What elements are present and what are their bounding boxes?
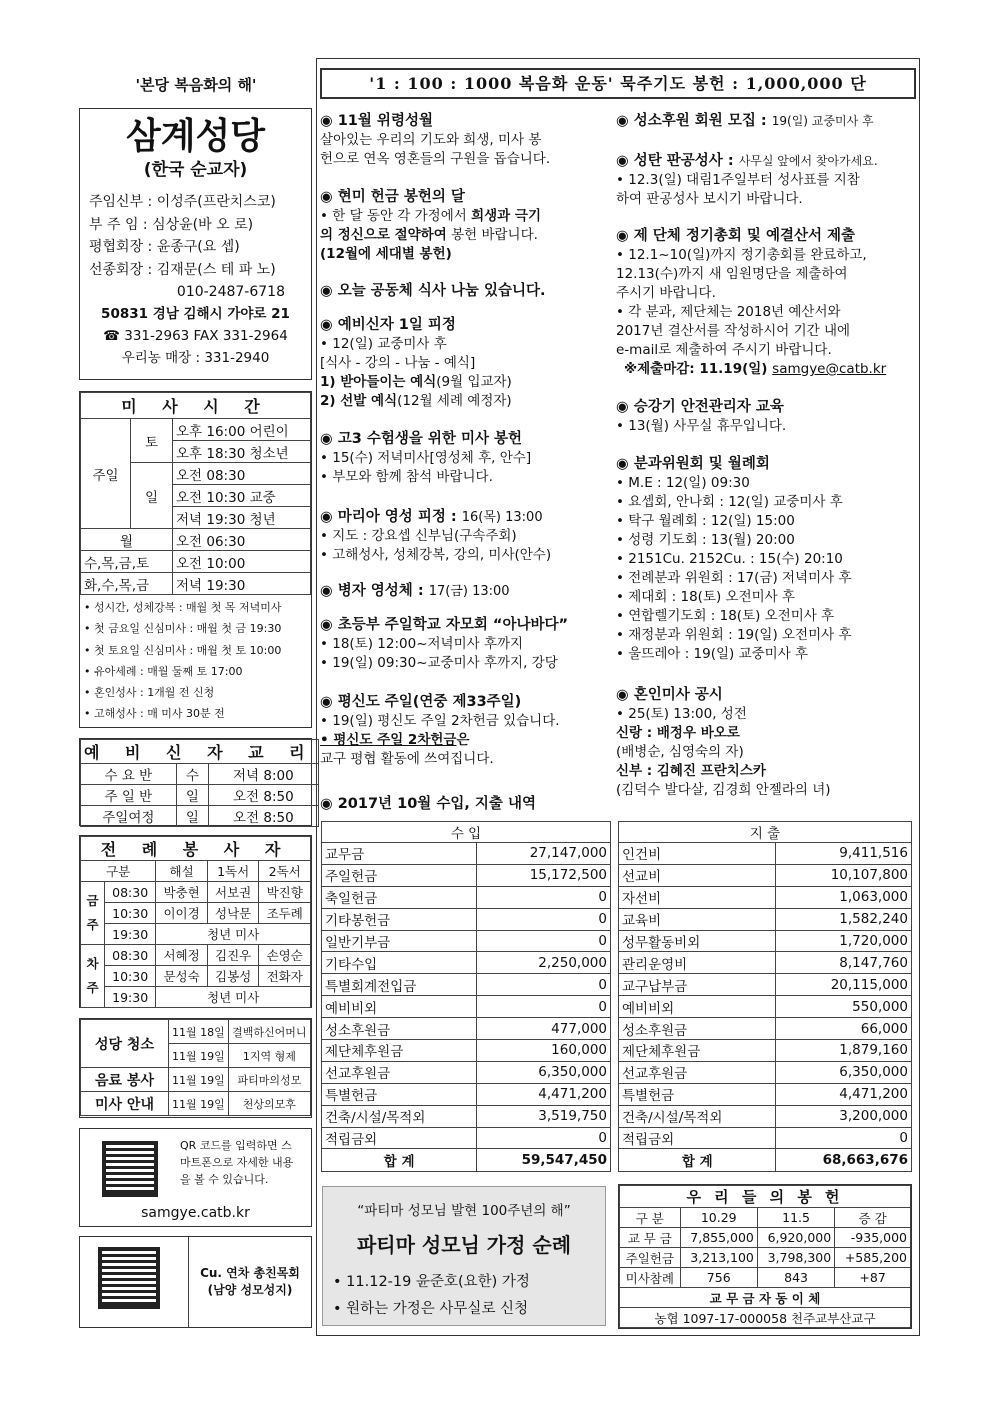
church-name: 삼계성당: [125, 116, 266, 157]
income-title: 수 입: [322, 822, 611, 843]
mon-label: 월: [81, 529, 173, 551]
finance-row: 제단체후원금 160,000: [322, 1040, 611, 1062]
motto: '본당 복음화의 해': [135, 76, 257, 94]
store-phone: 우리농 매장 : 331-2940: [121, 350, 270, 366]
finance-row: 제단체후원금 1,879,160: [619, 1040, 912, 1062]
qr-code-icon[interactable]: [98, 1247, 160, 1309]
wed-label: 수,목,금,토: [81, 551, 173, 573]
finance-row: 예비비외 0: [322, 996, 611, 1018]
fatima-sub: “파티마 성모님 발현 100주년의 해”: [357, 1203, 571, 1219]
notice-christmas-confession: ◉ 성탄 판공성사 : 사무실 앞에서 찾아가세요. • 12.3(일) 대림1주일부터 성사표를 지참 하여 판공성사 보시기 바랍니다.: [616, 153, 878, 207]
finance-row: 일반기부금 0: [322, 930, 611, 952]
qr2-text: Cu. 연차 총친목회 (남양 성모성지): [200, 1266, 300, 1297]
expense-title: 지 출: [619, 822, 912, 843]
phone-mobile: 010-2487-6718: [176, 284, 285, 300]
expense-total: 68,663,676: [776, 1149, 912, 1172]
notices-col1: [320, 108, 612, 818]
notice-general-meeting: ◉ 제 단체 정기총회 및 예결산서 제출 • 12.1~10(일)까지 정기총회를 완료하고, 12.13(수)까지 새 임원명단을 제출하여 주시기 바랍니다. • 각 분과, 제단체는 2018년 예산서와 2017년 결산서를 작성하시어 기간 내에 e-mail로 제출하여 주시기 바랍니다. ※제출마감: 11.19(일) samgye@catb.kr: [616, 228, 887, 377]
finance-row: 선교비 10,107,800: [619, 864, 912, 886]
fatima-box: [322, 1186, 606, 1326]
finance-row: 건축/시설/목적외 3,200,000: [619, 1105, 912, 1127]
clean-label: 성당 청소: [81, 1020, 169, 1068]
finance-row: 특별헌금 4,471,200: [322, 1083, 611, 1105]
mass-time-box: [79, 391, 312, 728]
mass-weekday-am: 오전 10:00: [173, 551, 311, 573]
sun-label: 일: [131, 463, 173, 529]
fatima-title: 파티마 성모님 가정 순례: [356, 1233, 572, 1257]
notice-vocation: ◉ 성소후원 회원 모집 : 19(일) 교중미사 후: [616, 113, 874, 129]
mass-note: • 고해성사 : 매 미사 30분 전: [84, 707, 225, 721]
finance-row: 축일헌금 0: [322, 886, 611, 908]
this-week-label: 금주: [81, 882, 105, 945]
notice-meal: ◉ 오늘 공동체 식사 나눔 있습니다.: [320, 283, 546, 299]
website[interactable]: samgye.catb.kr: [141, 1205, 250, 1221]
altar-title: 전 례 봉 사 자: [81, 837, 311, 861]
income-total: 59,547,450: [477, 1149, 611, 1172]
notice-sick-communion: ◉ 병자 영성체 : 17(금) 13:00: [320, 583, 510, 599]
duty-box: 성당 청소 11월 18일 결백하신어머니 11월 19일 1지역 형제 음료 봉사 11월 19일 파티마의성모 미사 안내 11월 19일 천상의모후: [79, 1018, 312, 1118]
mass-sat1: 오후 16:00 어린이: [173, 419, 311, 441]
finance-row: 관리운영비 8,147,760: [619, 952, 912, 974]
notice-committees: ◉ 분과위원회 및 월례회 • M.E : 12(일) 09:30 • 요셉회, 안나회 : 12(일) 교중미사 후 • 탁구 월례회 : 12(일) 15:00 • 성령 기도회 : 13(월) 20:00 • 2151Cu. 2152Cu. : 15(수) 20:10 • 전례분과 위원회 : 17(금) 저녁미사 후 • 제대회 : 18(토) 오전미사 후 • 연합렐기도회 : 18(토) 오전미사 후 • 재정분과 위원회 : 19(일) 오전미사 후 • 울뜨레아 : 19(일) 교중미사 후: [616, 456, 852, 662]
notice-anabada: ◉ 초등부 주일학교 자모회 “아나바다” • 18(토) 12:00~저녁미사 후까지 • 19(일) 09:30~교중미사 후까지, 강당: [320, 617, 569, 671]
mass-sat2: 오후 18:30 청소년: [173, 441, 311, 463]
mass-sun1: 오전 08:30: [173, 463, 311, 485]
next-week-label: 차주: [81, 945, 105, 1008]
finance-row: 주일헌금 15,172,500: [322, 864, 611, 886]
fatima-line: • 11.12-19 윤준호(요한) 가정: [333, 1274, 530, 1290]
finance-row: 건축/시설/목적외 3,519,750: [322, 1105, 611, 1127]
sat-label: 토: [131, 419, 173, 463]
notice-rice-offering: ◉ 현미 헌금 봉헌의 달 • 한 달 동안 각 가정에서 희생과 극기 의 정신으로 절약하여 봉헌 바랍니다. (12월에 세대별 봉헌): [320, 189, 541, 262]
expense-table: 지 출 인건비 9,411,516 선교비 10,107,800 자선비 1,063,000 교육비 1,582,240 성무활동비외 1,720,000 관리운영비 8,147,760 교구납부금 20,115,000 예비비외 550,000 성소후원금 66,000 제단체후원금 1,879,160 선교후원금 6,350,000 특별헌금 4,471,200 건축/시설/목적외 3,200,000 적립금외 0 합 계 68,663,676: [618, 821, 912, 1172]
altar-servers-box: 전 례 봉 사 자 구분 해설 1독서 2독서 금주 08:30 박충현 서보권 박진향 10:30 이이경 성낙문 조두례 19:30 청년 미사 차주 08:30 서혜정 김진우 손영순 10:30 문성숙 김봉성 전화자 19:30 청년 미사: [79, 835, 312, 1008]
staff-row: 부 주 임 : 심상윤(바 오 로): [89, 216, 254, 233]
finance-row: 성무활동비외 1,720,000: [619, 930, 912, 952]
finance-row: 예비비외 550,000: [619, 996, 912, 1018]
staff-row: 평협회장 : 윤종구(요 셉): [89, 239, 240, 255]
qr-website-box: [79, 1128, 312, 1227]
finance-row: 교구납부금 20,115,000: [619, 974, 912, 996]
finance-row: 선교후원금 6,350,000: [619, 1061, 912, 1083]
mass-mon: 오전 06:30: [173, 529, 311, 551]
qr-code-icon[interactable]: [102, 1141, 158, 1197]
finance-row: 기타수입 2,250,000: [322, 952, 611, 974]
mass-weekday-pm: 저녁 19:30: [173, 573, 311, 595]
notice-laity-sunday: ◉ 평신도 주일(연중 제33주일) • 19(일) 평신도 주일 2차헌금 있습니다. • 평신도 주일 2차헌금은 교구 평협 활동에 쓰여집니다.: [320, 694, 560, 767]
patron: (한국 순교자): [143, 160, 248, 180]
notice-catechumen-retreat: ◉ 예비신자 1일 피정 • 12(일) 교중미사 후 [식사 - 강의 - 나눔 - 예식] 1) 받아들이는 예식(9월 입교자) 2) 선발 예식(12월 세례 예정자): [320, 317, 512, 409]
mass-note: • 유아세례 : 매월 둘째 토 17:00: [84, 664, 243, 678]
notices-col2: [616, 108, 916, 808]
notice-exam-mass: ◉ 고3 수험생을 위한 미사 봉헌 • 15(수) 저녁미사[영성체 후, 안수] • 부모와 함께 참석 바랍니다.: [320, 431, 532, 485]
catechumen-box: 예 비 신 자 교 리 수 요 반 수 저녁 8:00 주 일 반 일 오전 8:50 주일여정 일 오전 8:50: [79, 738, 312, 826]
notice-finance: ◉ 2017년 10월 수입, 지출 내역: [320, 796, 536, 812]
mass-note: • 첫 토요일 신심미사 : 매월 첫 토 10:00: [84, 643, 282, 657]
address: 50831 경남 김해시 가야로 21: [101, 306, 290, 322]
offering-box: 우 리 들 의 봉 헌 구 분 10.29 11.5 증 감 교 무 금 7,855,000 6,920,000 -935,000 주일헌금 3,213,100 3,798,300 +585,200 미사참례 756 843 +87 교 무 금 자 동 이 체 농협 1097-17-000058 천주교부산교구: [618, 1184, 912, 1329]
finance-row: 기타봉헌금 0: [322, 908, 611, 930]
mass-sun3: 저녁 19:30 청년: [173, 507, 311, 529]
mass-time-title: 미 사 시 간: [81, 393, 311, 419]
notice-november: ◉ 11월 위령성월 살아있는 우리의 기도와 희생, 미사 봉 헌으로 연옥 영혼들의 구원을 돕습니다.: [320, 113, 551, 167]
notice-wedding: ◉ 혼인미사 공시 • 25(토) 13:00, 성전 신랑 : 배정우 바오로 (배병순, 심영숙의 자) 신부 : 김혜진 프란치스카 (김덕수 발다살, 김경희 안젤라의 녀): [616, 687, 831, 798]
qr-shrine-box: [79, 1236, 312, 1328]
auto-transfer: 교 무 금 자 동 이 체: [620, 1288, 911, 1308]
drink-label: 음료 봉사: [81, 1068, 169, 1092]
mass-note: • 성시간, 성체강복 : 매월 첫 목 저녁미사: [84, 601, 282, 614]
finance-row: 교무금 27,147,000: [322, 843, 611, 865]
mass-note: • 첫 금요일 신심미사 : 매월 첫 금 19:30: [84, 622, 282, 636]
finance-row: 성소후원금 477,000: [322, 1018, 611, 1040]
mass-notes: [80, 595, 311, 725]
bank-account: 농협 1097-17-000058 천주교부산교구: [620, 1308, 911, 1328]
staff-row: 주임신부 : 이성주(프란치스코): [89, 194, 276, 210]
offering-title: 우 리 들 의 봉 헌: [620, 1186, 911, 1208]
tel-fax: ☎ 331-2963 FAX 331-2964: [103, 328, 288, 344]
finance-row: 선교후원금 6,350,000: [322, 1061, 611, 1083]
mass-sun2: 오전 10:30 교중: [173, 485, 311, 507]
notice-mary-retreat: ◉ 마리아 영성 피정 : 16(목) 13:00 • 지도 : 강요셉 신부님(구속주회) • 고해성사, 성체강복, 강의, 미사(안수): [320, 509, 552, 563]
notice-elevator: ◉ 승강기 안전관리자 교육 • 13(월) 사무실 휴무입니다.: [616, 399, 787, 434]
finance-row: 인건비 9,411,516: [619, 843, 912, 865]
catechumen-title: 예 비 신 자 교 리: [81, 740, 319, 764]
tue-label: 화,수,목,금: [81, 573, 173, 595]
finance-row: 성소후원금 66,000: [619, 1018, 912, 1040]
email-link[interactable]: samgye@catb.kr: [772, 361, 887, 377]
finance-row: 특별회계전입금 0: [322, 974, 611, 996]
finance-row: 교육비 1,582,240: [619, 908, 912, 930]
staff-row: 선종회장 : 김재문(스 테 파 노): [89, 261, 276, 278]
finance-row: 특별헌금 4,471,200: [619, 1083, 912, 1105]
fatima-line: • 원하는 가정은 사무실로 신청: [333, 1301, 529, 1317]
rosary-banner: '1 : 100 : 1000 복음화 운동' 묵주기도 봉헌 : 1,000,000 단: [320, 68, 916, 99]
finance-row: 적립금외 0: [322, 1127, 611, 1149]
church-info-box: [79, 108, 312, 380]
sunday-label: 주일: [81, 419, 131, 529]
qr-text: QR 코드를 입력하면 스마트폰으로 자세한 내용을 볼 수 있습니다.: [180, 1139, 294, 1186]
finance-row: 자선비 1,063,000: [619, 886, 912, 908]
guide-label: 미사 안내: [81, 1092, 169, 1116]
staff-list: [80, 191, 311, 281]
income-table: 수 입 교무금 27,147,000 주일헌금 15,172,500 축일헌금 0 기타봉헌금 0 일반기부금 0 기타수입 2,250,000 특별회계전입금 0 예비비외 0 성소후원금 477,000 제단체후원금 160,000 선교후원금 6,350,000 특별헌금 4,471,200 건축/시설/목적외 3,519,750 적립금외 0 합 계 59,547,450: [321, 821, 611, 1172]
finance-row: 적립금외 0: [619, 1127, 912, 1149]
mass-note: • 혼인성사 : 1개월 전 신청: [84, 686, 215, 700]
